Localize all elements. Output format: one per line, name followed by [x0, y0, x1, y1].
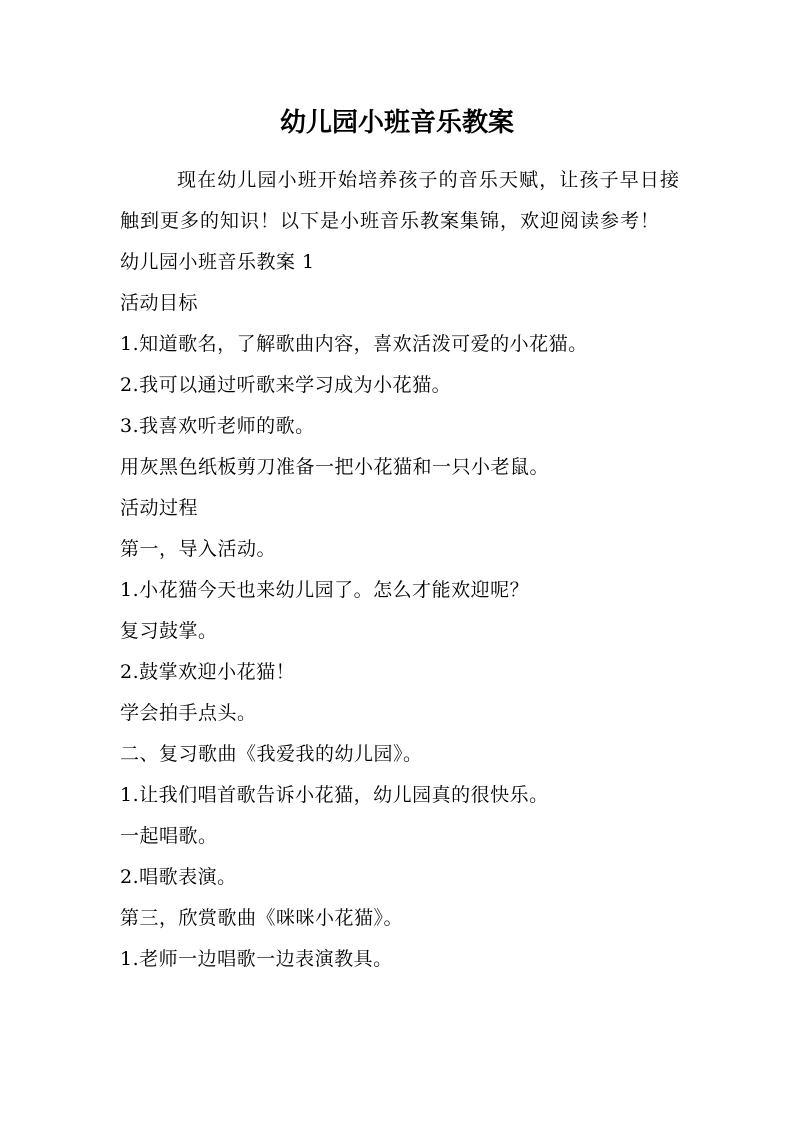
text-line: 1.老师一边唱歌一边表演教具。: [120, 948, 393, 970]
text-line: 2.鼓掌欢迎小花猫！: [120, 661, 296, 683]
document-title: 幼儿园小班音乐教案: [279, 108, 514, 138]
document-body: [120, 160, 680, 980]
text-line: 二、复习歌曲《我爱我的幼儿园》。: [120, 743, 423, 765]
intro-paragraph: 现在幼儿园小班开始培养孩子的音乐天赋，让孩子早日接触到更多的知识！以下是小班音乐教案集锦，欢迎阅读参考！: [120, 169, 680, 232]
text-line: 1.知道歌名，了解歌曲内容，喜欢活泼可爱的小花猫。: [120, 333, 588, 355]
text-line: 幼儿园小班音乐教案 1: [120, 251, 315, 273]
text-line: 活动过程: [120, 497, 199, 519]
text-line: 第一，导入活动。: [120, 538, 277, 560]
text-line: 1.让我们唱首歌告诉小花猫，幼儿园真的很快乐。: [120, 784, 549, 806]
text-line: 活动目标: [120, 292, 199, 314]
text-line: 2.我可以通过听歌来学习成为小花猫。: [120, 374, 452, 396]
text-line: 1.小花猫今天也来幼儿园了。怎么才能欢迎呢？: [120, 579, 530, 601]
text-line: 2.唱歌表演。: [120, 866, 237, 888]
text-line: 一起唱歌。: [120, 825, 218, 847]
text-line: 用灰黑色纸板剪刀准备一把小花猫和一只小老鼠。: [120, 456, 550, 478]
text-line: 复习鼓掌。: [120, 620, 218, 642]
text-line: 3.我喜欢听老师的歌。: [120, 415, 315, 437]
text-line: 第三，欣赏歌曲《咪咪小花猫》。: [120, 907, 404, 929]
text-line: 学会拍手点头。: [120, 702, 257, 724]
